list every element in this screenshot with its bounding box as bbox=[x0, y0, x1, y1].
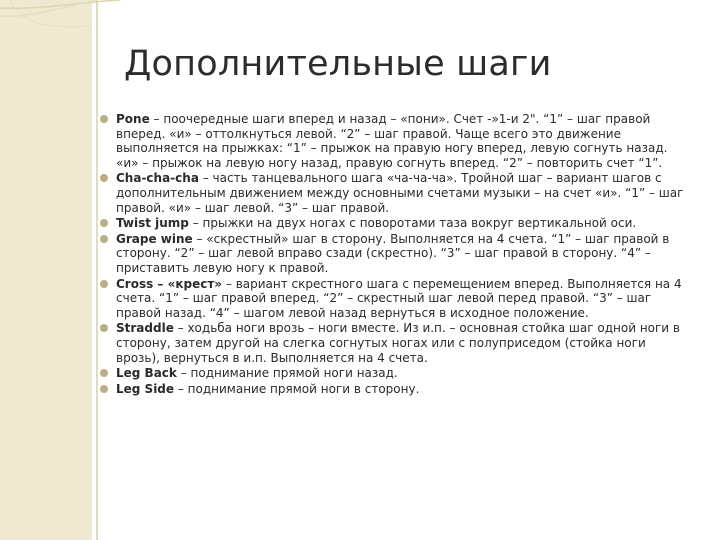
list-item bbox=[100, 171, 690, 215]
item-text: – «скрестный» шаг в сторону. Выполняется на 4 счета. “1” – шаг правой в сторону. “2” – шаг левой вправо сзади (скрестно). “3” – шаг правой в сторону. “4” – приставить левую ногу к правой. bbox=[116, 231, 670, 275]
list-item bbox=[100, 216, 690, 231]
decorative-rule bbox=[96, 0, 98, 540]
item-text: – прыжки на двух ногах с поворотами таза вокруг вертикальной оси. bbox=[188, 216, 637, 231]
list-item bbox=[100, 112, 690, 170]
list-item bbox=[100, 232, 690, 276]
bullet-icon bbox=[100, 219, 108, 227]
item-text: – часть танцевального шага «ча-ча-ча». Тройной шаг – вариант шагов с дополнительным движением между основными счетами музыки – на счет «и». “1” – шаг правой. «и» – шаг левой. “3” – шаг правой. bbox=[116, 171, 684, 215]
bullet-list bbox=[100, 112, 690, 397]
list-item bbox=[100, 366, 690, 381]
decorative-band bbox=[0, 0, 92, 540]
corner-swirl-decoration bbox=[0, 0, 120, 60]
list-item bbox=[100, 382, 690, 397]
item-term: Cha-cha-cha bbox=[116, 171, 199, 186]
bullet-icon bbox=[100, 174, 108, 182]
item-text: – вариант скрестного шага с перемещением вперед. Выполняется на 4 счета. “1” – шаг правой вперед. “2” – скрестный шаг левой перед правой. “3” – шаг правой назад. “4” – шагом левой назад вернуться в исходное положение. bbox=[116, 276, 682, 320]
item-term: Grape wine bbox=[116, 231, 193, 246]
item-text: – поднимание прямой ноги назад. bbox=[176, 366, 398, 381]
item-text: – поочередные шаги вперед и назад – «пони». Счет -»1-и 2". “1” – шаг правой вперед. «и» – оттолкнуться левой. “2” – шаг правой. Чаще всего это движение выполняется на прыжках: “1” – прыжок на правую ногу вперед, левую согнуть назад. «и» – прыжок на левую ногу назад, правую согнуть вперед. “2” – повторить счет “1”. bbox=[116, 112, 668, 170]
bullet-icon bbox=[100, 235, 108, 243]
item-term: Leg Back bbox=[116, 366, 177, 381]
item-term: Cross – «крест» bbox=[116, 276, 223, 291]
item-term: Straddle bbox=[116, 321, 174, 336]
item-term: Leg Side bbox=[116, 381, 175, 396]
bullet-icon bbox=[100, 115, 108, 123]
item-term: Twist jump bbox=[116, 216, 189, 231]
item-term: Pone bbox=[116, 112, 150, 126]
item-text: – поднимание прямой ноги в сторону. bbox=[174, 381, 420, 396]
page-title: Дополнительные шаги bbox=[124, 44, 552, 84]
bullet-icon bbox=[100, 280, 108, 288]
list-item bbox=[100, 321, 690, 365]
list-item bbox=[100, 277, 690, 321]
bullet-icon bbox=[100, 324, 108, 332]
bullet-icon bbox=[100, 369, 108, 377]
item-text: – ходьба ноги врозь – ноги вместе. Из и.п. – основная стойка шаг одной ноги в сторону, затем другой на слегка согнутых ногах или с полуприседом (стойка ноги врозь), вернуться в и.п. Выполняется на 4 счета. bbox=[116, 321, 680, 365]
bullet-icon bbox=[100, 385, 108, 393]
